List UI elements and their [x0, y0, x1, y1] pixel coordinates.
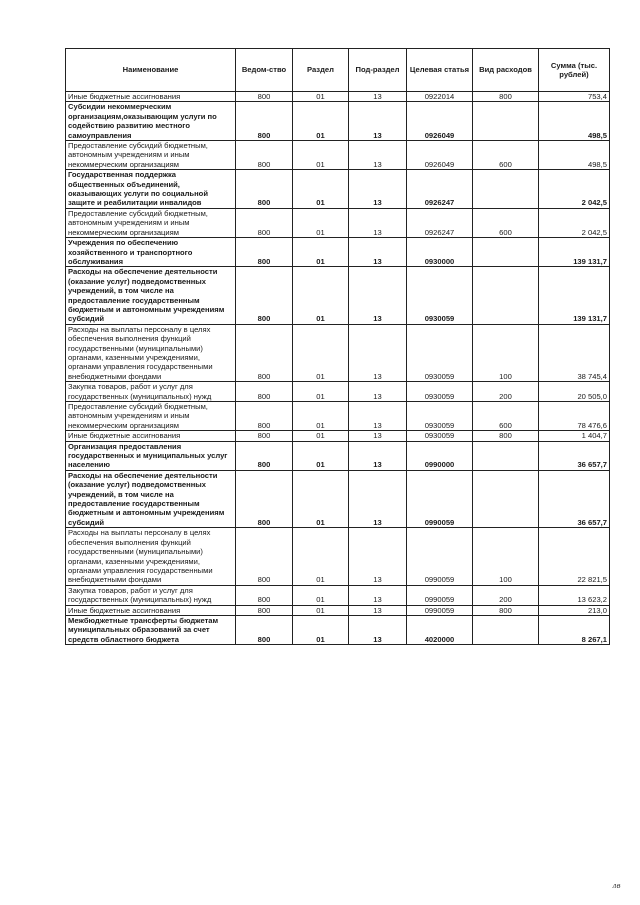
- cell-name: Иные бюджетные ассигнования: [66, 605, 236, 615]
- cell-target: 0926049: [407, 102, 473, 141]
- cell-subsection: 13: [349, 402, 407, 431]
- cell-sum: 13 623,2: [539, 585, 610, 605]
- cell-sum: 78 476,6: [539, 402, 610, 431]
- table-row: [66, 92, 610, 102]
- table-row: [66, 267, 610, 324]
- cell-dept: 800: [236, 402, 293, 431]
- cell-target: 0922014: [407, 92, 473, 102]
- cell-type: [473, 170, 539, 209]
- cell-section: 01: [293, 605, 349, 615]
- cell-sum: 753,4: [539, 92, 610, 102]
- cell-dept: 800: [236, 585, 293, 605]
- cell-dept: 800: [236, 324, 293, 381]
- cell-subsection: 13: [349, 141, 407, 170]
- cell-sum: 8 267,1: [539, 615, 610, 644]
- cell-type: 800: [473, 605, 539, 615]
- cell-type: 600: [473, 208, 539, 237]
- cell-target: 0990059: [407, 470, 473, 527]
- cell-dept: 800: [236, 382, 293, 402]
- cell-subsection: 13: [349, 470, 407, 527]
- cell-name: Закупка товаров, работ и услуг для государственных (муниципальных) нужд: [66, 382, 236, 402]
- table-row: [66, 141, 610, 170]
- cell-type: [473, 615, 539, 644]
- cell-subsection: 13: [349, 92, 407, 102]
- cell-name: Расходы на обеспечение деятельности (оказание услуг) подведомственных учреждений, в том числе на предоставление государственным бюджетным и автономным учреждениям субсидий: [66, 267, 236, 324]
- cell-subsection: 13: [349, 615, 407, 644]
- cell-target: 0990000: [407, 441, 473, 470]
- cell-type: 100: [473, 324, 539, 381]
- cell-sum: 36 657,7: [539, 470, 610, 527]
- cell-subsection: 13: [349, 324, 407, 381]
- cell-type: 100: [473, 528, 539, 585]
- cell-subsection: 13: [349, 431, 407, 441]
- cell-dept: 800: [236, 102, 293, 141]
- cell-target: 0926049: [407, 141, 473, 170]
- cell-target: 0990059: [407, 605, 473, 615]
- cell-type: 200: [473, 585, 539, 605]
- header-sum: Сумма (тыс. рублей): [539, 49, 610, 92]
- cell-target: 0930059: [407, 324, 473, 381]
- cell-sum: 36 657,7: [539, 441, 610, 470]
- cell-subsection: 13: [349, 605, 407, 615]
- cell-section: 01: [293, 470, 349, 527]
- cell-dept: 800: [236, 605, 293, 615]
- cell-target: 0990059: [407, 585, 473, 605]
- cell-sum: 498,5: [539, 141, 610, 170]
- cell-name: Закупка товаров, работ и услуг для государственных (муниципальных) нужд: [66, 585, 236, 605]
- cell-name: Субсидии некоммерческим организациям,оказывающим услуги по содействию развитию местного самоуправления: [66, 102, 236, 141]
- cell-target: 0930059: [407, 267, 473, 324]
- cell-name: Межбюджетные трансферты бюджетам муниципальных образований за счет средств областного бюджета: [66, 615, 236, 644]
- cell-sum: 498,5: [539, 102, 610, 141]
- cell-dept: 800: [236, 170, 293, 209]
- cell-section: 01: [293, 267, 349, 324]
- cell-type: [473, 238, 539, 267]
- cell-subsection: 13: [349, 170, 407, 209]
- cell-target: 4020000: [407, 615, 473, 644]
- cell-subsection: 13: [349, 441, 407, 470]
- cell-subsection: 13: [349, 267, 407, 324]
- cell-section: 01: [293, 441, 349, 470]
- cell-subsection: 13: [349, 102, 407, 141]
- cell-type: [473, 441, 539, 470]
- cell-target: 0930000: [407, 238, 473, 267]
- cell-section: 01: [293, 402, 349, 431]
- cell-section: 01: [293, 170, 349, 209]
- header-name: Наименование: [66, 49, 236, 92]
- cell-subsection: 13: [349, 528, 407, 585]
- cell-sum: 139 131,7: [539, 267, 610, 324]
- cell-subsection: 13: [349, 208, 407, 237]
- header-section: Раздел: [293, 49, 349, 92]
- header-target: Целевая статья: [407, 49, 473, 92]
- cell-type: [473, 470, 539, 527]
- header-subsection: Под-раздел: [349, 49, 407, 92]
- cell-target: 0990059: [407, 528, 473, 585]
- cell-name: Расходы на выплаты персоналу в целях обеспечения выполнения функций государственными (муниципальными) органами, казенными учреждениями, органами управления государственными внебюджетными фондами: [66, 528, 236, 585]
- cell-target: 0930059: [407, 402, 473, 431]
- cell-subsection: 13: [349, 238, 407, 267]
- cell-section: 01: [293, 92, 349, 102]
- cell-dept: 800: [236, 615, 293, 644]
- cell-target: 0926247: [407, 208, 473, 237]
- cell-name: Расходы на выплаты персоналу в целях обеспечения выполнения функций государственными (муниципальными) органами, казенными учреждениями, органами управления государственными внебюджетными фондами: [66, 324, 236, 381]
- cell-sum: 38 745,4: [539, 324, 610, 381]
- cell-section: 01: [293, 528, 349, 585]
- cell-section: 01: [293, 141, 349, 170]
- cell-name: Иные бюджетные ассигнования: [66, 431, 236, 441]
- cell-dept: 800: [236, 92, 293, 102]
- cell-name: Расходы на обеспечение деятельности (оказание услуг) подведомственных учреждений, в том числе на предоставление государственным бюджетным и автономным учреждениям субсидий: [66, 470, 236, 527]
- cell-section: 01: [293, 382, 349, 402]
- budget-table: [65, 48, 610, 645]
- cell-target: 0926247: [407, 170, 473, 209]
- cell-sum: 20 505,0: [539, 382, 610, 402]
- table-row: [66, 382, 610, 402]
- cell-dept: 800: [236, 208, 293, 237]
- cell-type: 800: [473, 92, 539, 102]
- cell-section: 01: [293, 431, 349, 441]
- table-row: [66, 528, 610, 585]
- cell-dept: 800: [236, 141, 293, 170]
- cell-section: 01: [293, 324, 349, 381]
- cell-dept: 800: [236, 267, 293, 324]
- cell-sum: 1 404,7: [539, 431, 610, 441]
- table-row: [66, 585, 610, 605]
- cell-target: 0930059: [407, 431, 473, 441]
- cell-type: 200: [473, 382, 539, 402]
- cell-name: Организация предоставления государственных и муниципальных услуг населению: [66, 441, 236, 470]
- cell-name: Учреждения по обеспечению хозяйственного и транспортного обслуживания: [66, 238, 236, 267]
- table-row: [66, 324, 610, 381]
- cell-subsection: 13: [349, 382, 407, 402]
- cell-name: Иные бюджетные ассигнования: [66, 92, 236, 102]
- cell-name: Предоставление субсидий бюджетным, автономным учреждениям и иным некоммерческим организациям: [66, 141, 236, 170]
- cell-section: 01: [293, 208, 349, 237]
- cell-type: 600: [473, 402, 539, 431]
- cell-dept: 800: [236, 431, 293, 441]
- header-type: Вид расходов: [473, 49, 539, 92]
- cell-sum: 213,0: [539, 605, 610, 615]
- cell-dept: 800: [236, 470, 293, 527]
- table-row: [66, 170, 610, 209]
- cell-name: Предоставление субсидий бюджетным, автономным учреждениям и иным некоммерческим организациям: [66, 402, 236, 431]
- cell-name: Предоставление субсидий бюджетным, автономным учреждениям и иным некоммерческим организациям: [66, 208, 236, 237]
- cell-type: [473, 102, 539, 141]
- page-mark: лв: [612, 882, 621, 890]
- cell-dept: 800: [236, 441, 293, 470]
- cell-name: Государственная поддержка общественных объединений, оказывающих услуги по социальной защите и реабилитации инвалидов: [66, 170, 236, 209]
- cell-dept: 800: [236, 528, 293, 585]
- cell-section: 01: [293, 585, 349, 605]
- cell-subsection: 13: [349, 585, 407, 605]
- cell-sum: 2 042,5: [539, 208, 610, 237]
- cell-sum: 139 131,7: [539, 238, 610, 267]
- table-row: [66, 238, 610, 267]
- cell-sum: 22 821,5: [539, 528, 610, 585]
- table-row: [66, 615, 610, 644]
- cell-section: 01: [293, 615, 349, 644]
- table-row: [66, 441, 610, 470]
- cell-sum: 2 042,5: [539, 170, 610, 209]
- table-row: [66, 431, 610, 441]
- table-row: [66, 605, 610, 615]
- cell-type: [473, 267, 539, 324]
- cell-dept: 800: [236, 238, 293, 267]
- cell-type: 800: [473, 431, 539, 441]
- table-row: [66, 102, 610, 141]
- table-row: [66, 402, 610, 431]
- cell-type: 600: [473, 141, 539, 170]
- cell-section: 01: [293, 102, 349, 141]
- table-row: [66, 470, 610, 527]
- table-row: [66, 208, 610, 237]
- cell-target: 0930059: [407, 382, 473, 402]
- header-row: [66, 49, 610, 92]
- header-dept: Ведом-ство: [236, 49, 293, 92]
- cell-section: 01: [293, 238, 349, 267]
